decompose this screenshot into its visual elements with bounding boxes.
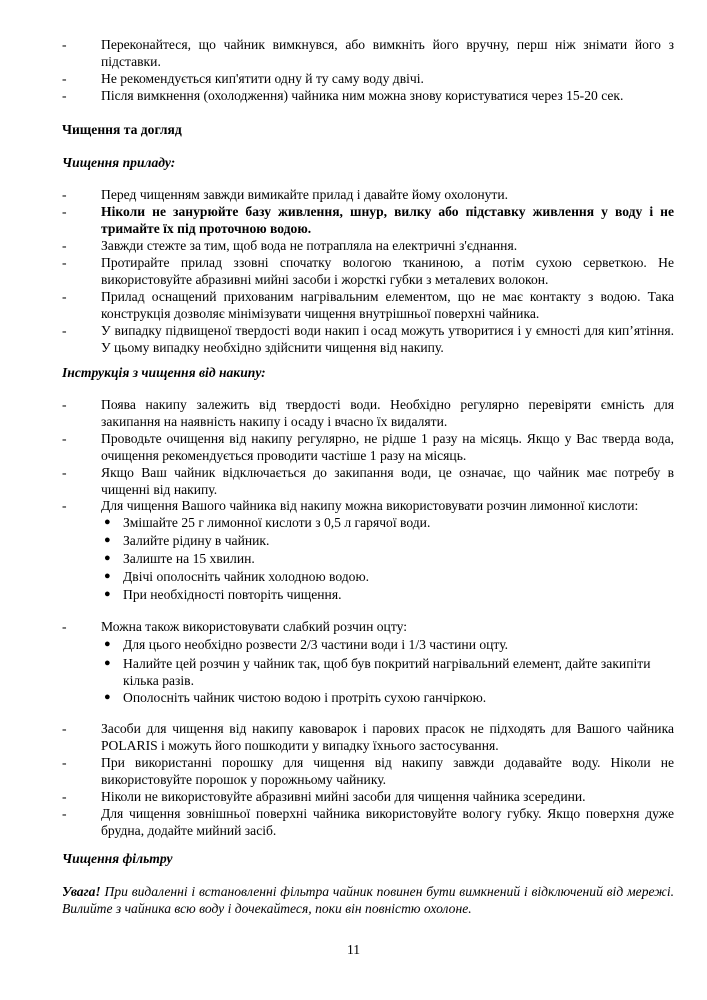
list-dash: -	[62, 721, 67, 736]
list-item-text: Прилад оснащений прихованим нагрівальним елементом, що не має контакту з водою. Така конструкція дозволяє мінімізувати чищення внутрішньої поверхні чайника.	[101, 289, 674, 321]
bullet-item-text: Залийте рідину в чайник.	[123, 533, 270, 548]
filter-warning	[62, 883, 674, 917]
list-item-text: Для чищення Вашого чайника від накипу можна використовувати розчин лимонної кислоти:	[101, 498, 639, 513]
page-number: 11	[346, 942, 361, 957]
list-dash: -	[62, 465, 67, 480]
list-item-text: Ніколи не використовуйте абразивні мийні засоби для чищення чайника зсередини.	[101, 789, 586, 804]
list-dash: -	[62, 498, 67, 513]
bullet-dot-icon: ●	[104, 516, 111, 528]
bullet-item-text: Змішайте 25 г лимонної кислоти з 0,5 л гарячої води.	[123, 515, 431, 530]
list-item-text: Перед чищенням завжди вимикайте прилад і давайте йому охолонути.	[101, 187, 509, 202]
list-dash: -	[62, 289, 67, 304]
list-dash: -	[62, 755, 67, 770]
list-dash: -	[62, 789, 67, 804]
warning-label: Увага!	[62, 884, 101, 899]
list-item-text: Проводьте очищення від накипу регулярно, не рідше 1 разу на місяць. Якщо у Вас тверда вода, очищення рекомендується проводити частіше 1 разу на місяць.	[101, 431, 674, 463]
list-item-text: При використанні порошку для чищення від накипу завжди додавайте воду. Ніколи не використовуйте порошок у порожньому чайнику.	[101, 755, 674, 787]
list-item-text: Протирайте прилад ззовні спочатку вологою тканиною, а потім сухою серветкою. Не використовуйте абразивні мийні засоби і жорсткі губки з металевих волокон.	[101, 255, 674, 287]
bullet-dot-icon: ●	[104, 570, 111, 582]
bullet-dot-icon: ●	[104, 534, 111, 546]
section-title: Чищення та догляд	[62, 122, 182, 137]
list-item-text: Засоби для чищення від накипу кавоварок і парових прасок не підходять для Вашого чайника POLARIS і можуть його пошкодити у випадку їхнього застосування.	[101, 721, 674, 753]
list-item-text: Завжди стежте за тим, щоб вода не потрапляла на електричні з'єднання.	[101, 238, 518, 253]
list-dash: -	[62, 238, 67, 253]
list-dash: -	[62, 431, 67, 446]
list-dash: -	[62, 255, 67, 270]
list-dash: -	[62, 37, 67, 52]
list-item-text: Після вимкнення (охолодження) чайника ним можна знову користуватися через 15-20 сек.	[101, 88, 624, 103]
subsection-title-filter-cleaning: Чищення фільтру	[62, 851, 173, 866]
list-dash: -	[62, 397, 67, 412]
list-item-text: Якщо Ваш чайник відключається до закипання води, це означає, що чайник має потребу в чищенні від накипу.	[101, 465, 674, 497]
subsection-title-device-cleaning: Чищення приладу:	[62, 155, 176, 170]
bullet-item-text: Двічі ополосніть чайник холодною водою.	[123, 569, 370, 584]
list-dash: -	[62, 323, 67, 338]
bullet-item-text: При необхідності повторіть чищення.	[123, 587, 342, 602]
list-item-text: Поява накипу залежить від твердості води. Необхідно регулярно перевіряти ємність для закипання на наявність накипу і осаду і вчасно їх видаляти.	[101, 397, 674, 429]
bullet-dot-icon: ●	[104, 588, 111, 600]
subsection-title-descaling: Інструкція з чищення від накипу:	[62, 365, 266, 380]
bullet-item-text: Налийте цей розчин у чайник так, щоб був покритий нагрівальний елемент, дайте закипіти кілька разів.	[123, 656, 651, 688]
bullet-dot-icon: ●	[104, 657, 111, 669]
bullet-item-text: Залиште на 15 хвилин.	[123, 551, 255, 566]
list-dash: -	[62, 187, 67, 202]
list-dash: -	[62, 88, 67, 103]
list-dash: -	[62, 71, 67, 86]
list-item-text: У випадку підвищеної твердості води накип і осад можуть утворитися і у ємності для кип’ятіння. У цьому випадку необхідно здійснити чищення від накипу.	[101, 323, 674, 355]
bullet-item-text: Ополосніть чайник чистою водою і протріть сухою ганчіркою.	[123, 690, 487, 705]
list-item-text: Переконайтеся, що чайник вимкнувся, або вимкніть його вручну, перш ніж знімати його з підставки.	[101, 37, 674, 69]
list-dash: -	[62, 204, 67, 219]
list-item-text: Для чищення зовнішньої поверхні чайника використовуйте вологу губку. Якщо поверхня дуже брудна, додайте мийний засіб.	[101, 806, 674, 838]
bullet-dot-icon: ●	[104, 552, 111, 564]
list-item-text: Можна також використовувати слабкий розчин оцту:	[101, 619, 407, 634]
list-dash: -	[62, 806, 67, 821]
bullet-dot-icon: ●	[104, 691, 111, 703]
list-item-text: Не рекомендується кип'ятити одну й ту саму воду двічі.	[101, 71, 424, 86]
warning-text: При видаленні і встановленні фільтра чайник повинен бути вимкнений і відключений від мережі. Вилийте з чайника всю воду і дочекайтеся, поки він повністю охолоне.	[62, 884, 675, 916]
bullet-item-text: Для цього необхідно розвести 2/3 частини води і 1/3 частини оцту.	[123, 637, 509, 652]
list-dash: -	[62, 619, 67, 634]
list-item-text-warning: Ніколи не занурюйте базу живлення, шнур, вилку або підставку живлення у воду і не тримайте їх під проточною водою.	[101, 204, 674, 236]
bullet-dot-icon: ●	[104, 638, 111, 650]
